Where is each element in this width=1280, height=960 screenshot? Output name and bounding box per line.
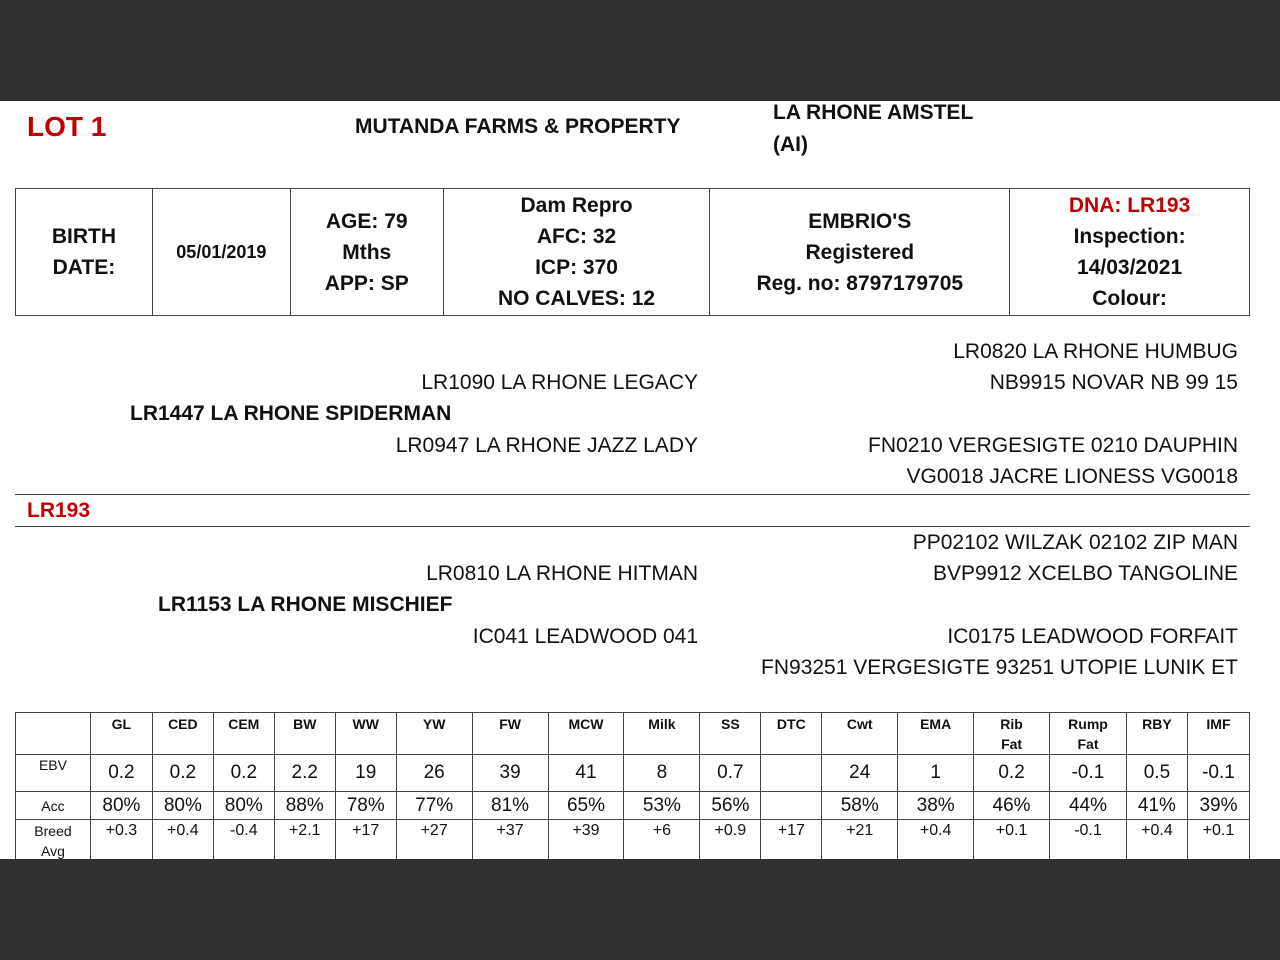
app: APP: SP [324, 271, 409, 295]
registration-cell [710, 189, 1010, 316]
no-calves: NO CALVES: 12 [497, 287, 656, 310]
ebv-row-label: Breed Avg [16, 820, 91, 860]
ebv-column-header: Milk [624, 713, 700, 755]
ebv-table [15, 712, 1250, 859]
ebv-cell: 77% [396, 792, 472, 820]
ebv-cell: +0.9 [700, 820, 761, 860]
ebv-cell: 80% [213, 792, 274, 820]
ebv-cell: 0.2 [974, 755, 1050, 792]
pedigree-sire-dam: LR0947 LA RHONE JAZZ LADY [395, 434, 698, 457]
ebv-table-row [16, 755, 1250, 792]
ebv-cell: 81% [472, 792, 548, 820]
ebv-column-header: YW [396, 713, 472, 755]
ebv-column-header: Cwt [822, 713, 898, 755]
ebv-column-header: SS [700, 713, 761, 755]
pedigree-dam-sire-dam: BVP9912 XCELBO TANGOLINE [932, 562, 1238, 585]
ebv-cell: -0.1 [1187, 755, 1249, 792]
ebv-column-header: GL [90, 713, 152, 755]
colour: Colour: [1092, 287, 1167, 310]
ebv-cell: 41% [1126, 792, 1187, 820]
pedigree-sire-sire: LR1090 LA RHONE LEGACY [421, 371, 698, 394]
ebv-cell: 78% [335, 792, 396, 820]
animal-title [773, 101, 973, 161]
lot-sheet [0, 101, 1280, 859]
ebv-cell: +2.1 [274, 820, 335, 860]
ebv-cell: +39 [548, 820, 624, 860]
ebv-column-header: EMA [898, 713, 974, 755]
ebv-column-header: MCW [548, 713, 624, 755]
birth-label-line2: DATE: [52, 256, 116, 279]
ebv-column-header: Rib Fat [974, 713, 1050, 755]
animal-suffix: (AI) [773, 133, 808, 156]
farm-name: MUTANDA FARMS & PROPERTY [355, 115, 681, 138]
icp: ICP: 370 [535, 256, 618, 279]
ebv-cell: +21 [822, 820, 898, 860]
ebv-cell: 0.2 [152, 755, 213, 792]
age-unit: Mths [342, 240, 392, 264]
dna: DNA: LR193 [1068, 194, 1191, 217]
pedigree-dam-sire: LR0810 LA RHONE HITMAN [426, 562, 698, 585]
ebv-cell: 2.2 [274, 755, 335, 792]
reg-no: Reg. no: 8797179705 [756, 271, 964, 295]
ebv-column-header: Rump Fat [1050, 713, 1127, 755]
lot-number: LOT 1 [27, 111, 107, 142]
ebv-cell: 65% [548, 792, 624, 820]
ebv-table-row [16, 792, 1250, 820]
ebv-cell [761, 755, 822, 792]
ebv-cell: 53% [624, 792, 700, 820]
ebv-cell: 56% [700, 792, 761, 820]
ebv-cell: +17 [335, 820, 396, 860]
ebv-cell: 8 [624, 755, 700, 792]
registered: Registered [805, 240, 915, 264]
ebv-cell: +0.4 [152, 820, 213, 860]
ebv-cell: 58% [822, 792, 898, 820]
ebv-cell: 0.7 [700, 755, 761, 792]
ebv-column-header: BW [274, 713, 335, 755]
pedigree-sire-dam-sire: FN0210 VERGESIGTE 0210 DAUPHIN [868, 434, 1238, 457]
divider-bottom [15, 526, 1250, 527]
ebv-cell: 80% [90, 792, 152, 820]
dna-cell [1010, 189, 1250, 316]
ebv-corner-cell [16, 713, 91, 755]
ebv-column-header: CED [152, 713, 213, 755]
animal-id: LR193 [27, 499, 91, 522]
ebv-cell: 24 [822, 755, 898, 792]
ebv-column-header: WW [335, 713, 396, 755]
pedigree-dam-sire-sire: PP02102 WILZAK 02102 ZIP MAN [912, 531, 1238, 554]
ebv-cell: 44% [1050, 792, 1127, 820]
ebv-row-label: Acc [16, 792, 91, 820]
age: AGE: 79 [325, 209, 408, 233]
pedigree-sire: LR1447 LA RHONE SPIDERMAN [130, 402, 452, 425]
ebv-cell [761, 792, 822, 820]
embrio: EMBRIO'S [808, 209, 912, 233]
ebv-column-header: RBY [1126, 713, 1187, 755]
ebv-cell: 46% [974, 792, 1050, 820]
pedigree-dam-dam: IC041 LEADWOOD 041 [472, 625, 698, 648]
afc: AFC: 32 [536, 225, 617, 248]
ebv-cell: +37 [472, 820, 548, 860]
birth-date-label [16, 189, 153, 316]
ebv-column-header: FW [472, 713, 548, 755]
ebv-cell: 26 [396, 755, 472, 792]
ebv-cell: 80% [152, 792, 213, 820]
ebv-cell: +0.4 [898, 820, 974, 860]
ebv-cell: +0.3 [90, 820, 152, 860]
ebv-column-header: IMF [1187, 713, 1249, 755]
dam-repro-cell [443, 189, 710, 316]
ebv-cell: +27 [396, 820, 472, 860]
ebv-cell: 1 [898, 755, 974, 792]
ebv-cell: 88% [274, 792, 335, 820]
ebv-row-label: EBV [16, 755, 91, 792]
ebv-header-row [16, 713, 1250, 755]
ebv-cell: -0.1 [1050, 755, 1127, 792]
ebv-cell: +0.1 [974, 820, 1050, 860]
ebv-column-header: CEM [213, 713, 274, 755]
ebv-cell: 0.5 [1126, 755, 1187, 792]
ebv-table-row [16, 820, 1250, 860]
birth-label-line1: BIRTH [51, 225, 117, 248]
ebv-cell: -0.4 [213, 820, 274, 860]
divider-top [15, 494, 1250, 495]
inspection-date: 14/03/2021 [1077, 256, 1183, 279]
ebv-cell: +0.1 [1187, 820, 1249, 860]
ebv-cell: +0.4 [1126, 820, 1187, 860]
ebv-cell: 19 [335, 755, 396, 792]
ebv-cell: -0.1 [1050, 820, 1127, 860]
ebv-cell: +6 [624, 820, 700, 860]
ebv-cell: +17 [761, 820, 822, 860]
pedigree-sire-dam-dam: VG0018 JACRE LIONESS VG0018 [906, 465, 1238, 488]
ebv-cell: 39% [1187, 792, 1249, 820]
pedigree-sire-sire-dam: NB9915 NOVAR NB 99 15 [989, 371, 1238, 394]
ebv-column-header: DTC [761, 713, 822, 755]
inspection-label: Inspection: [1073, 225, 1186, 248]
pedigree-dam: LR1153 LA RHONE MISCHIEF [158, 593, 453, 616]
ebv-cell: 41 [548, 755, 624, 792]
ebv-cell: 38% [898, 792, 974, 820]
animal-name: LA RHONE AMSTEL [773, 101, 974, 124]
dam-repro-label: Dam Repro [520, 194, 633, 217]
birth-date-value: 05/01/2019 [152, 189, 290, 316]
ebv-cell: 39 [472, 755, 548, 792]
ebv-cell: 0.2 [213, 755, 274, 792]
info-table [15, 188, 1250, 316]
pedigree-sire-sire-sire: LR0820 LA RHONE HUMBUG [953, 340, 1238, 363]
pedigree-dam-dam-sire: IC0175 LEADWOOD FORFAIT [947, 625, 1238, 648]
age-cell [290, 189, 443, 316]
ebv-cell: 0.2 [90, 755, 152, 792]
pedigree-dam-dam-dam: FN93251 VERGESIGTE 93251 UTOPIE LUNIK ET [761, 656, 1238, 679]
